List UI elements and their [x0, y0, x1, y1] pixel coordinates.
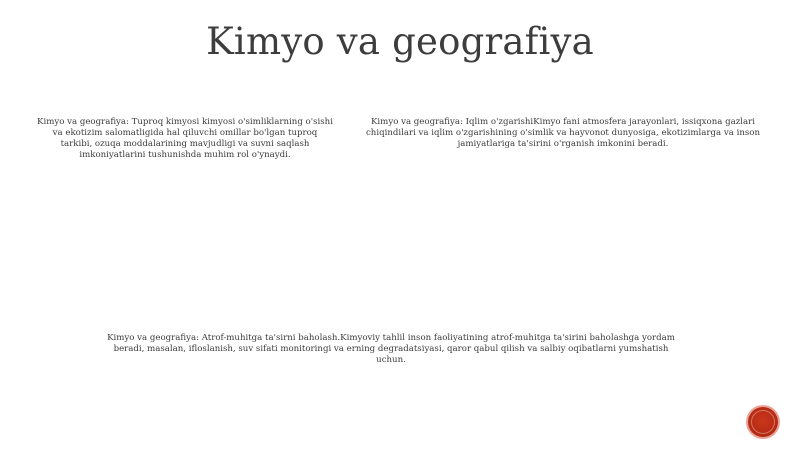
- red-circle-icon[interactable]: [748, 407, 778, 437]
- text-block-environmental-impact: Kimyo va geografiya: Atrof-muhitga ta'sirni baholash.Kimyoviy tahlil inson faoliyatining atrof-muhitga ta'sirini baholashga yordam beradi, masalan, ifloslanish, suv sifati monitoringi va erning degradatsiyasi, qaror qabul qilish va salbiy oqibatlarni yumshatish uchun.: [107, 333, 675, 365]
- text-block-climate-change: Kimyo va geografiya: Iqlim o'zgarishiKimyo fani atmosfera jarayonlari, issiqxona gazlari chiqindilari va iqlim o'zgarishining o'simlik va hayvonot dunyosiga, ekotizimlarga va inson jamiyatlariga ta'sirini o'rganish imkonini beradi.: [365, 117, 761, 149]
- circle-ring-icon: [751, 410, 775, 434]
- slide-title: Kimyo va geografiya: [206, 20, 594, 63]
- text-block-soil-chemistry: Kimyo va geografiya: Tuproq kimyosi kimyosi o'simliklarning o'sishi va ekotizim salomatligida hal qiluvchi omillar bo'lgan tuproq tarkibi, ozuqa moddalarining mavjudligi va suvni saqlash imkoniyatlarini tushunishda muhim rol o'ynaydi.: [37, 117, 333, 160]
